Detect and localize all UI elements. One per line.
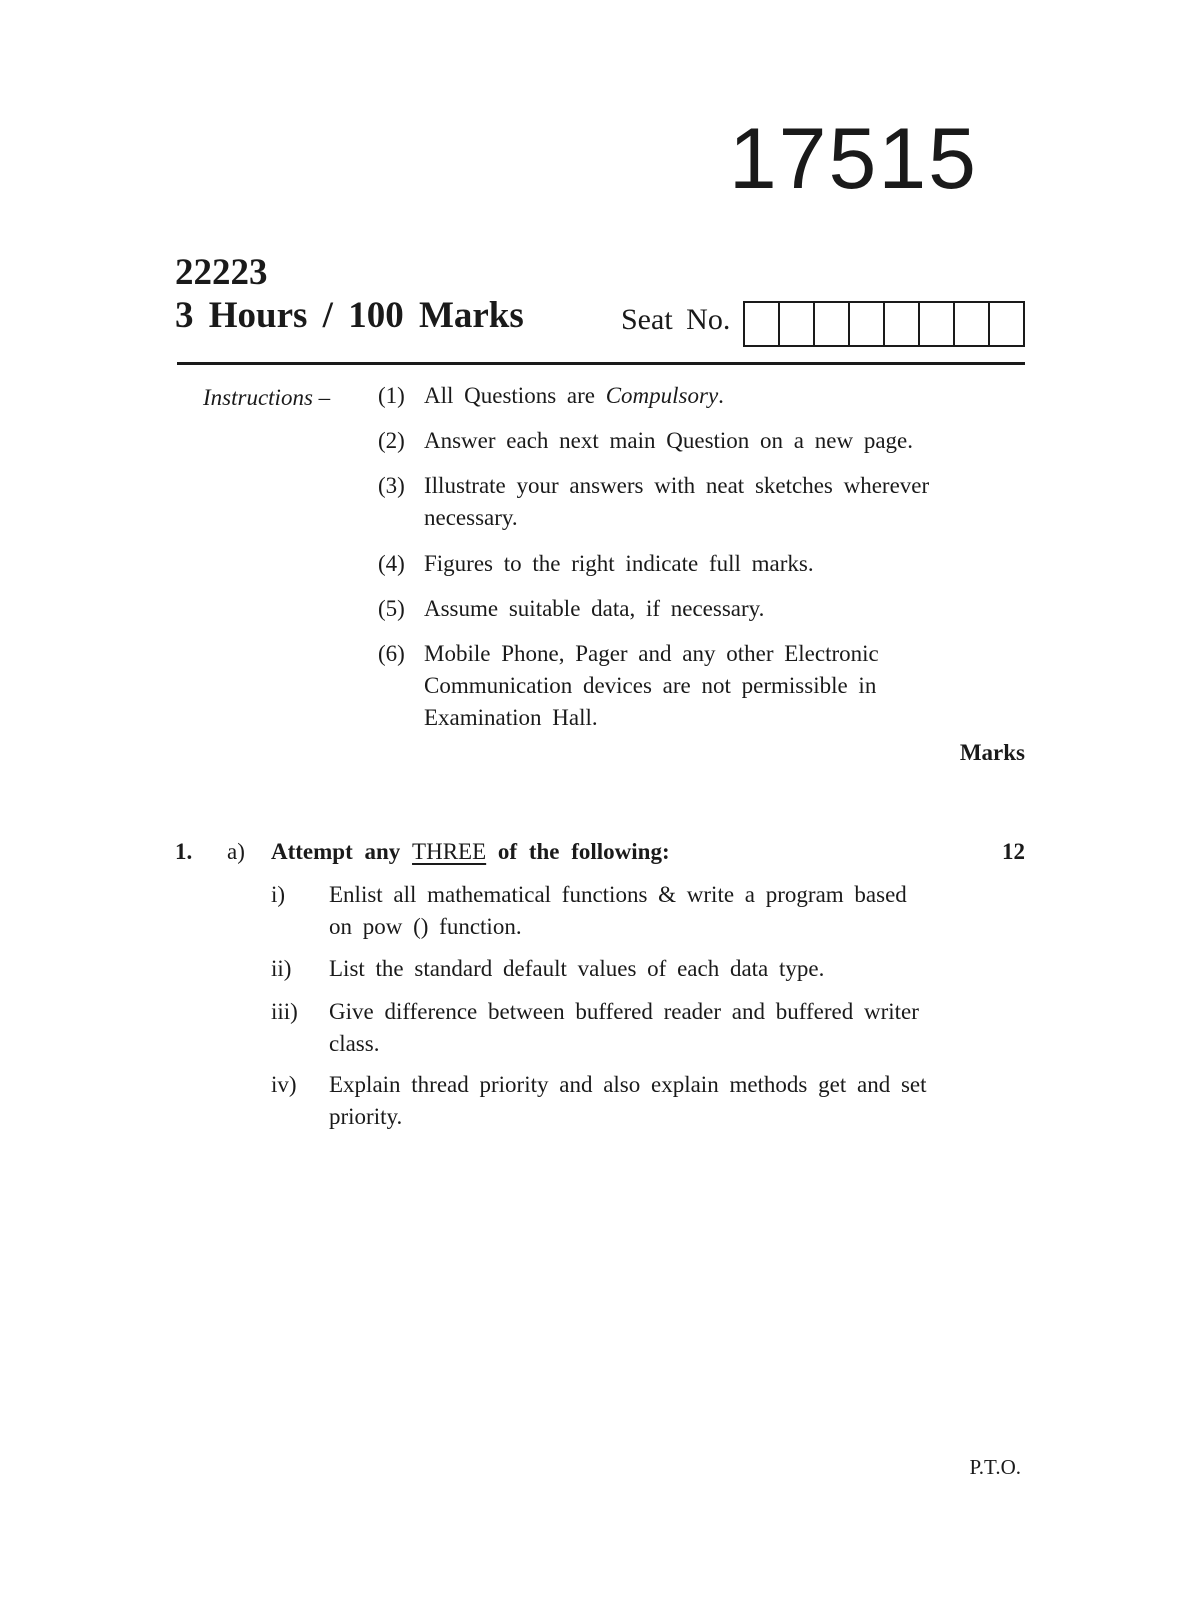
instruction-number: (5)	[378, 596, 405, 621]
subquestion-item	[271, 1069, 971, 1133]
subject-code: 22223	[175, 252, 268, 293]
instruction-number: (3)	[378, 473, 405, 498]
subquestion-item	[271, 879, 911, 943]
instruction-item	[378, 470, 1008, 534]
instruction-text: Mobile Phone, Pager and any other Electronic Communication devices are not permissible in Examination Hall.	[424, 641, 879, 730]
question-part-label: a)	[227, 839, 245, 864]
header-divider	[177, 362, 1025, 365]
instruction-text: All Questions are Compulsory.	[424, 383, 724, 408]
subquestion-item	[271, 953, 971, 985]
question-part-title: Attempt any THREE of the following:	[271, 839, 670, 864]
marks-column-header: Marks	[959, 740, 1025, 765]
instruction-text: Illustrate your answers with neat sketches wherever necessary.	[424, 473, 930, 530]
subquestion-text: Enlist all mathematical functions & write a program based on pow () function.	[329, 882, 907, 939]
instruction-number: (1)	[378, 383, 405, 408]
seat-digit-box[interactable]	[745, 303, 780, 345]
subquestion-item	[271, 996, 921, 1060]
instruction-item	[378, 593, 1018, 625]
seat-digit-box[interactable]	[885, 303, 920, 345]
instruction-number: (2)	[378, 428, 405, 453]
subquestion-number: i)	[271, 882, 286, 907]
seat-digit-box[interactable]	[955, 303, 990, 345]
subquestion-number: iii)	[271, 999, 298, 1024]
seat-number-boxes[interactable]	[743, 301, 1025, 347]
subquestion-text: List the standard default values of each data type.	[329, 956, 825, 981]
instructions-label: Instructions –	[203, 385, 331, 410]
question-number: 1.	[175, 839, 193, 864]
instruction-item	[378, 425, 1018, 457]
subquestion-text: Explain thread priority and also explain methods get and set priority.	[329, 1072, 927, 1129]
subquestion-number: iv)	[271, 1072, 297, 1097]
seat-digit-box[interactable]	[780, 303, 815, 345]
seat-no-label: Seat No.	[621, 303, 731, 336]
three-emphasis: THREE	[412, 839, 487, 864]
subquestion-text: Give difference between buffered reader and buffered writer class.	[329, 999, 919, 1056]
paper-code: 17515	[728, 111, 978, 207]
instruction-item	[378, 380, 1018, 412]
question-marks: 12	[1002, 839, 1025, 864]
subquestion-number: ii)	[271, 956, 292, 981]
seat-digit-box[interactable]	[920, 303, 955, 345]
instruction-text: Figures to the right indicate full marks.	[424, 551, 814, 576]
duration-marks: 3 Hours / 100 Marks	[175, 295, 524, 336]
pto-note: P.T.O.	[969, 1455, 1021, 1479]
seat-digit-box[interactable]	[990, 303, 1023, 345]
instruction-number: (4)	[378, 551, 405, 576]
compulsory-emphasis: Compulsory	[605, 383, 719, 408]
instruction-text: Assume suitable data, if necessary.	[424, 596, 765, 621]
instruction-number: (6)	[378, 641, 405, 666]
instruction-item	[378, 638, 958, 734]
seat-digit-box[interactable]	[850, 303, 885, 345]
seat-digit-box[interactable]	[815, 303, 850, 345]
instruction-item	[378, 548, 1018, 580]
instruction-text: Answer each next main Question on a new page.	[424, 428, 913, 453]
